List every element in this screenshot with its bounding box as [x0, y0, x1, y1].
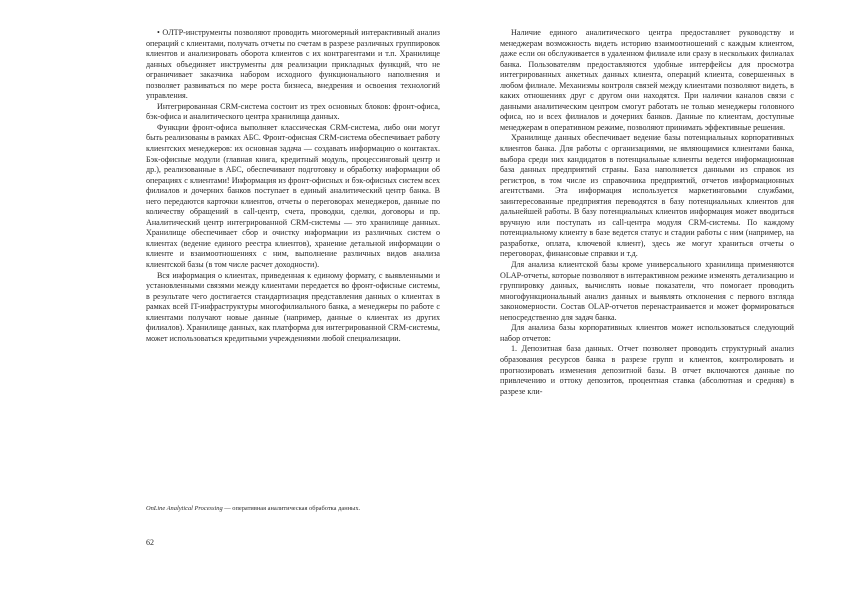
- left-paragraph-crm-blocks: Интегрированная CRM-система состоит из трех основных блоков: фронт-офиса, бэк-офиса и аналитического центра хранилища данных.: [146, 101, 440, 122]
- right-paragraph-olap-reports: Для анализа клиентской базы кроме универсального хранилища применяются OLAP-отчеты, которые позволяют в интерактивном режиме изменять детализацию и группировку данных, вычислять новые показатели, что помогает проводить многофункциональный анализ данных и выявлять отклонения с первого взгляда закономерности. Состав OLAP-отчетов перенастраивается и может формироваться непосредственно для задач банка.: [500, 260, 794, 322]
- right-page-text-column: [500, 28, 794, 397]
- left-paragraph-front-office: Функции фронт-офиса выполняет классическая CRM-система, либо они могут быть реализованы в рамках АБС. Фронт-офисная CRM-система обеспечивает работу клиентских менеджеров: их основная задача — создавать информацию о контактах. Бэк-офисные модули (главная книга, кредитный модуль, процессинговый центр и др.), реализованные в АБС, обеспечивают подготовку и обработку информации об операциях с клиентами! Информация из фронт-офисных и бэк-офисных систем всех филиалов и дочерних банков поступает в единый аналитический центр банка. В него передаются карточки клиентов, отчеты о переговорах менеджеров, данные по количеству обращений в call-центр, счета, проводки, сделки, договоры и пр. Аналитический центр интегрированной CRM-системы — это хранилище данных. Хранилище обеспечивает сбор и очистку информации из различных систем о клиентах (ведение единого реестра клиентов), хранение детальной информации о клиенте и взаимоотношениях с ним, выполнение различных видов анализа клиентской базы (в том числе расчет доходности).: [146, 122, 440, 270]
- right-paragraph-potential-clients: Хранилище данных обеспечивает ведение базы потенциальных корпоративных клиентов банка. Для работы с организациями, не являющимися клиентами банка, выбора среди них кандидатов в потенциальные клиенты ведется информационная база данных предприятий страны. База наполняется данными из справок из регистров, в том числе из справочника предприятий, отчетов информационных агентствами. Эта информация используется маркетинговыми службами, заинтересованные предприятия переводятся в базу потенциальных клиентов для дальнейшей работы. В базу потенциальных клиентов информация может вводиться вручную или поступать из call-центра модуля CRM-системы. По каждому потенциальному клиенту в базе ведется статус и стадии работы с ним (например, на разработке, оплата, ключевой клиент), здесь же могут храниться отчеты о переговорах, финансовые справки и т.д.: [500, 133, 794, 259]
- footnote-term: OnLine Analytical Processing: [146, 505, 223, 512]
- footnote: [146, 505, 440, 513]
- right-paragraph-deposit-base: 1. Депозитная база данных. Отчет позволяет проводить структурный анализ образования ресурсов банка в разрезе групп и клиентов, контролировать и прогнозировать изменения депозитной базы. В отчет включаются данные по привлечению и оттоку депозитов, процентная ставка (абсолютная и средняя) в разрезе кли-: [500, 344, 794, 396]
- footnote-text: — оперативная аналитическая обработка данных.: [224, 505, 361, 512]
- right-paragraph-report-set: Для анализа базы корпоративных клиентов может использоваться следующий набор отчетов:: [500, 323, 794, 343]
- left-page-text-column: [146, 28, 440, 344]
- left-paragraph-client-info: Вся информация о клиентах, приведенная к единому формату, с выявленными и установленными связями между клиентами передается во фронт-офисные системы, в результате чего достигается стандартизация представления данных о клиентах в рамках всей IT-инфраструктуры многофилиального банка, а менеджеры по работе с клиентами получают новые данные (например, данные о клиентах из других филиалов). Хранилище данных, как платформа для интегрированной CRM-системы, может использоваться кредитными учреждениями любой специализации.: [146, 270, 440, 343]
- page-number: 62: [146, 538, 154, 547]
- left-paragraph-olap-tools: • OЛТР-инструменты позволяют проводить многомерный интерактивный анализ операций с клиентами, получать отчеты по счетам в разрезе различных группировок клиентов и анализировать оборота клиентов с их контрагентами и т.п. Хранилище данных объединяет инструменты для реализации прикладных функций, что не ограничивает заказчика набором исходного функционального наполнения и позволяет развиваться по мере роста бизнеса, внедрения и освоения технологий управления.: [146, 28, 440, 101]
- right-paragraph-analytic-center: Наличие единого аналитического центра предоставляет руководству и менеджерам возможность видеть историю взаимоотношений с каждым клиентом, даже если он обслуживается в удаленном филиале или сразу в нескольких филиалах банка. Пользователям предоставляются удобные интерфейсы для просмотра интегрированных анкетных данных клиента, операций клиента, совершенных в любом филиале. Механизмы контроля связей между клиентами позволяют видеть, в каких отношениях друг с другом они находятся. При наличии каналов связи с данными аналитическим центром смогут работать не только менеджеры головного офиса, но и всех филиалов и дочерних банков. Данные по клиентам, доступные менеджерам в оперативном режиме, позволяют принимать эффективные решения.: [500, 28, 794, 132]
